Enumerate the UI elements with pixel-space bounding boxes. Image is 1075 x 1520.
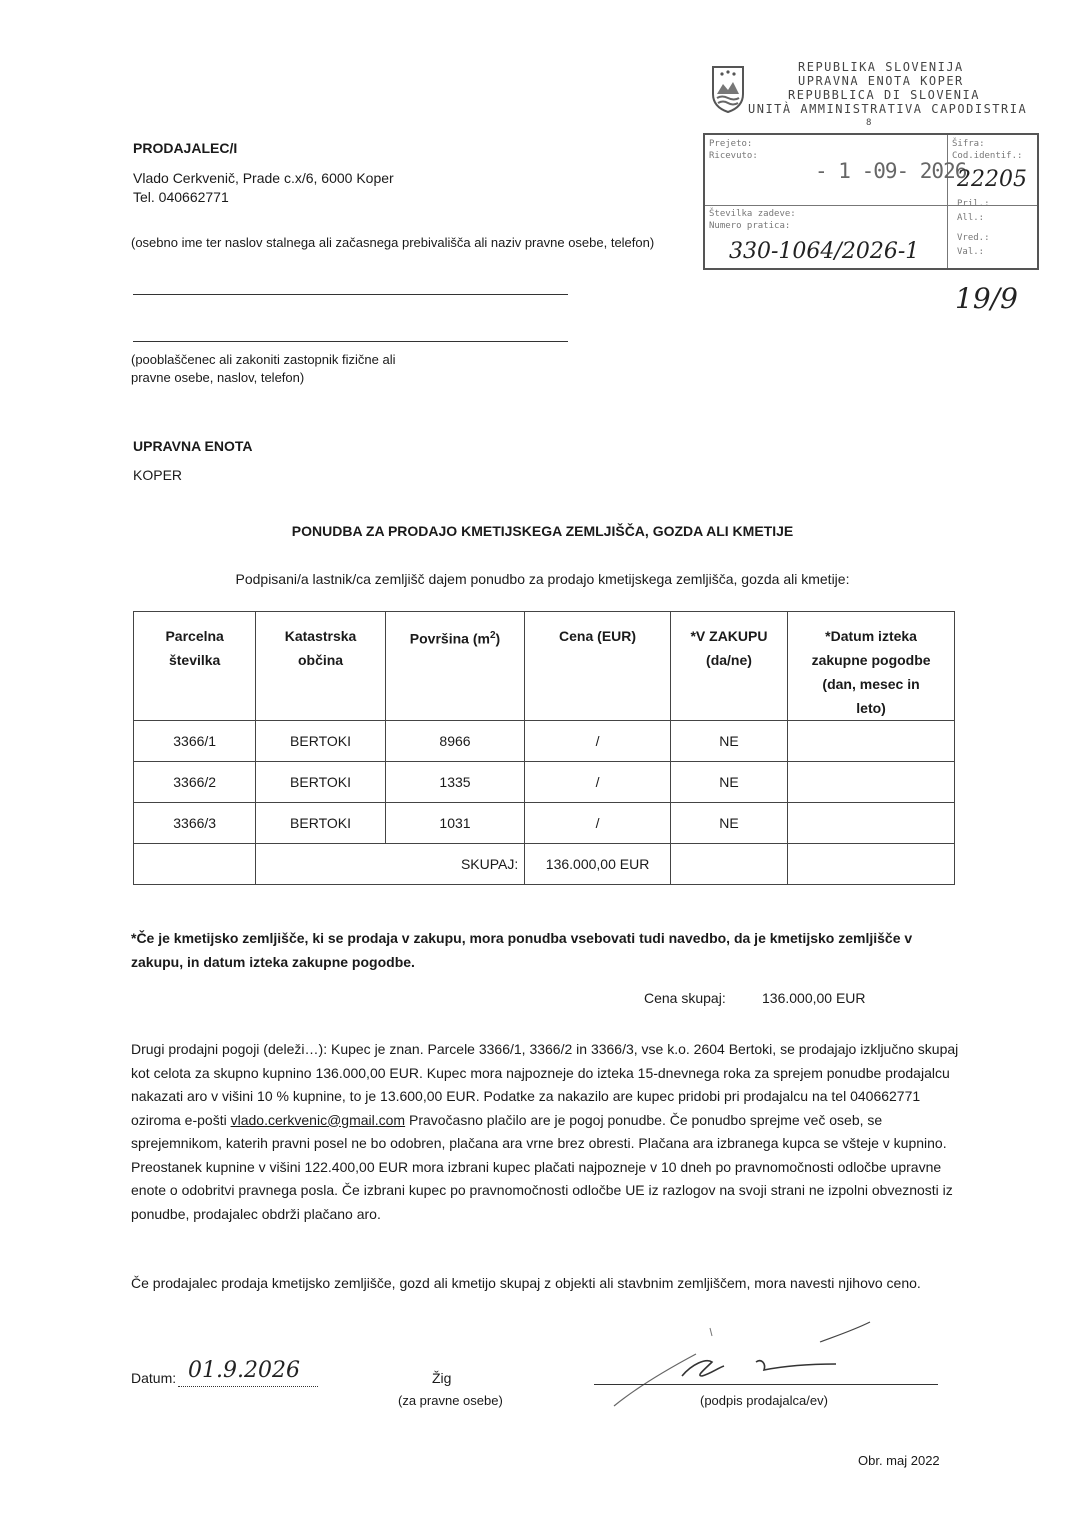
- stamp-label-val: Val.:: [957, 247, 985, 257]
- table-header-row: [134, 612, 955, 721]
- cell-lease-end: [788, 762, 955, 803]
- cell-municipality: BERTOKI: [256, 721, 385, 762]
- header-cadastral-municipality: Katastrska občina: [256, 612, 385, 721]
- cell-price: /: [525, 762, 671, 803]
- cell-lease: NE: [670, 762, 787, 803]
- cell-lease: NE: [670, 803, 787, 844]
- stamp-label-sifra-it: Cod.identif.:: [952, 151, 1023, 161]
- stamp-case-number: 330-1064/2026-1: [729, 239, 920, 264]
- stamp-label-zadeva: Številka zadeve:: [709, 209, 796, 219]
- stamp-header-line: UNITÀ AMMINISTRATIVA CAPODISTRIA: [748, 102, 1028, 116]
- seller-caption: (osebno ime ter naslov stalnega ali začasnega prebivališča ali naziv pravne osebe, telefon): [131, 235, 655, 250]
- parcel-table: [133, 611, 955, 885]
- header-parcel-number: Parcelna številka: [134, 612, 256, 721]
- recipient-line-2: KOPER: [133, 467, 183, 483]
- cell-empty: [134, 844, 256, 885]
- stamp-code: 22205: [957, 167, 1027, 192]
- cell-lease-end: [788, 721, 955, 762]
- cell-empty: [256, 844, 385, 885]
- cell-area: 1031: [385, 803, 525, 844]
- stamp-label: Žig: [432, 1370, 452, 1386]
- conditions-part-2: Pravočasno plačilo are je pogoj ponudbe. Če ponudbo sprejme več oseb, se sprejemnikom, katerih pravni posel ne bo odobren, plačana ara vrne brez obresti. Plačana ara izbranega kupca se všteje v kupnino. Preostanek kupnine v višini 122.400,00 EUR mora izbrani kupec plačati najpozneje v 10 dneh po pravnomočnosti odločbe upravne enote o odobritvi pravnega posla. Če izbrani kupec po pravnomočnosti odločbe UE iz razlogov na svoji strani ne izpolni obveznosti iz ponudbe, prodajalec obdrži plačano aro.: [131, 1111, 953, 1222]
- stamp-handwritten-note: 19/9: [955, 282, 1018, 315]
- conditions-text: [131, 1038, 961, 1226]
- header-lease-end: *Datum izteka zakupne pogodbe (dan, mesec in leto): [788, 612, 955, 721]
- stamp-caption: (za pravne osebe): [398, 1393, 503, 1408]
- table-row: [134, 721, 955, 762]
- cell-lease-end: [788, 803, 955, 844]
- cell-price: /: [525, 803, 671, 844]
- recipient-line-1: UPRAVNA ENOTA: [133, 438, 253, 454]
- cell-lease: NE: [670, 721, 787, 762]
- conditions-part-1: Drugi prodajni pogoji (deleži…): Kupec je znan. Parcele 3366/1, 3366/2 in 3366/3, vse k.o. 2604 Bertoki, se prodajajo izključno skupaj kot celota za skupno kupnino 136.000,00 EUR. Kupec mora najpozneje do izteka 15-dnevnega roka za sprejem ponudbe prodajalcu nakazati aro v višini 10 % kupnine, to je 13.600,00 EUR. Podatke za nakazilo are kupec pridobi pri prodajalcu na tel 040662771 oziroma e-pošti: [131, 1041, 959, 1128]
- cell-empty: [670, 844, 787, 885]
- cell-area: 1335: [385, 762, 525, 803]
- stamp-label-ricevuto: Ricevuto:: [709, 151, 758, 161]
- cell-area: 8966: [385, 721, 525, 762]
- cell-parcel-number: 3366/2: [134, 762, 256, 803]
- header-area: Površina $(m^2)$: [385, 612, 525, 721]
- stamp-received-date: - 1 -09- 2026: [815, 159, 967, 183]
- representative-caption-2: pravne osebe, naslov, telefon): [131, 370, 305, 385]
- seller-heading: PRODAJALEC/I: [133, 140, 238, 156]
- document-title: PONUDBA ZA PRODAJO KMETIJSKEGA ZEMLJIŠČA, GOZDA ALI KMETIJE: [291, 523, 794, 539]
- stamp-header: [708, 60, 1038, 134]
- seller-address: Vlado Cerkvenič, Prade c.x/6, 6000 Koper: [133, 170, 394, 186]
- stamp-label-pril: Pril.:: [957, 199, 990, 209]
- stamp-header-line: UPRAVNA ENOTA KOPER: [798, 74, 964, 88]
- objects-note: Če prodajalec prodaja kmetijsko zemljišče, gozd ali kmetijo skupaj z objekti ali stavbnim zemljiščem, mora navesti njihovo ceno.: [131, 1275, 921, 1291]
- receipt-stamp: [703, 133, 1039, 270]
- cell-municipality: BERTOKI: [256, 762, 385, 803]
- stamp-label-sifra: Šifra:: [952, 139, 985, 149]
- intro-text: Podpisani/a lastnik/ca zemljišč dajem ponudbo za prodajo kmetijskega zemljišča, gozda ali kmetije:: [235, 571, 850, 587]
- representative-caption-1: (pooblaščenec ali zakoniti zastopnik fizične ali: [131, 352, 396, 367]
- signature-caption: (podpis prodajalca/ev): [700, 1393, 828, 1408]
- signature-line: [594, 1384, 938, 1385]
- lease-note: *Če je kmetijsko zemljišče, ki se prodaja v zakupu, mora ponudba vsebovati tudi navedbo, da je kmetijsko zemljišče v zakupu, in datum izteka zakupne pogodbe.: [131, 930, 913, 970]
- header-price: Cena (EUR): [525, 612, 671, 721]
- date-value: 01.9.2026: [188, 1358, 300, 1383]
- cell-price: /: [525, 721, 671, 762]
- table-row: [134, 762, 955, 803]
- table-total-row: [134, 844, 955, 885]
- total-value: 136.000,00 EUR: [525, 844, 671, 885]
- date-label: Datum:: [131, 1370, 177, 1386]
- seller-email-link[interactable]: vlado.cerkvenic@gmail.com: [230, 1111, 406, 1128]
- cell-parcel-number: 3366/3: [134, 803, 256, 844]
- representative-line-2: [133, 341, 568, 342]
- total-label: SKUPAJ:: [385, 844, 525, 885]
- cell-municipality: BERTOKI: [256, 803, 385, 844]
- price-total-value: 136.000,00 EUR: [762, 990, 866, 1006]
- representative-line-1: [133, 294, 568, 295]
- price-total-label: Cena skupaj:: [644, 990, 726, 1006]
- stamp-header-number: 8: [866, 118, 873, 128]
- stamp-label-all: All.:: [957, 213, 985, 223]
- date-line: [178, 1386, 318, 1387]
- stamp-label-vred: Vred.:: [957, 233, 990, 243]
- cell-empty: [788, 844, 955, 885]
- header-lease: *V ZAKUPU (da/ne): [670, 612, 787, 721]
- table-row: [134, 803, 955, 844]
- seller-phone: Tel. 040662771: [133, 189, 229, 205]
- cell-parcel-number: 3366/1: [134, 721, 256, 762]
- stamp-header-line: REPUBLIKA SLOVENIJA: [798, 60, 964, 74]
- stamp-label-pratica: Numero pratica:: [709, 221, 791, 231]
- stamp-header-line: REPUBBLICA DI SLOVENIA: [788, 88, 980, 102]
- form-version: Obr. maj 2022: [858, 1453, 940, 1468]
- stamp-label-prejeto: Prejeto:: [709, 139, 753, 149]
